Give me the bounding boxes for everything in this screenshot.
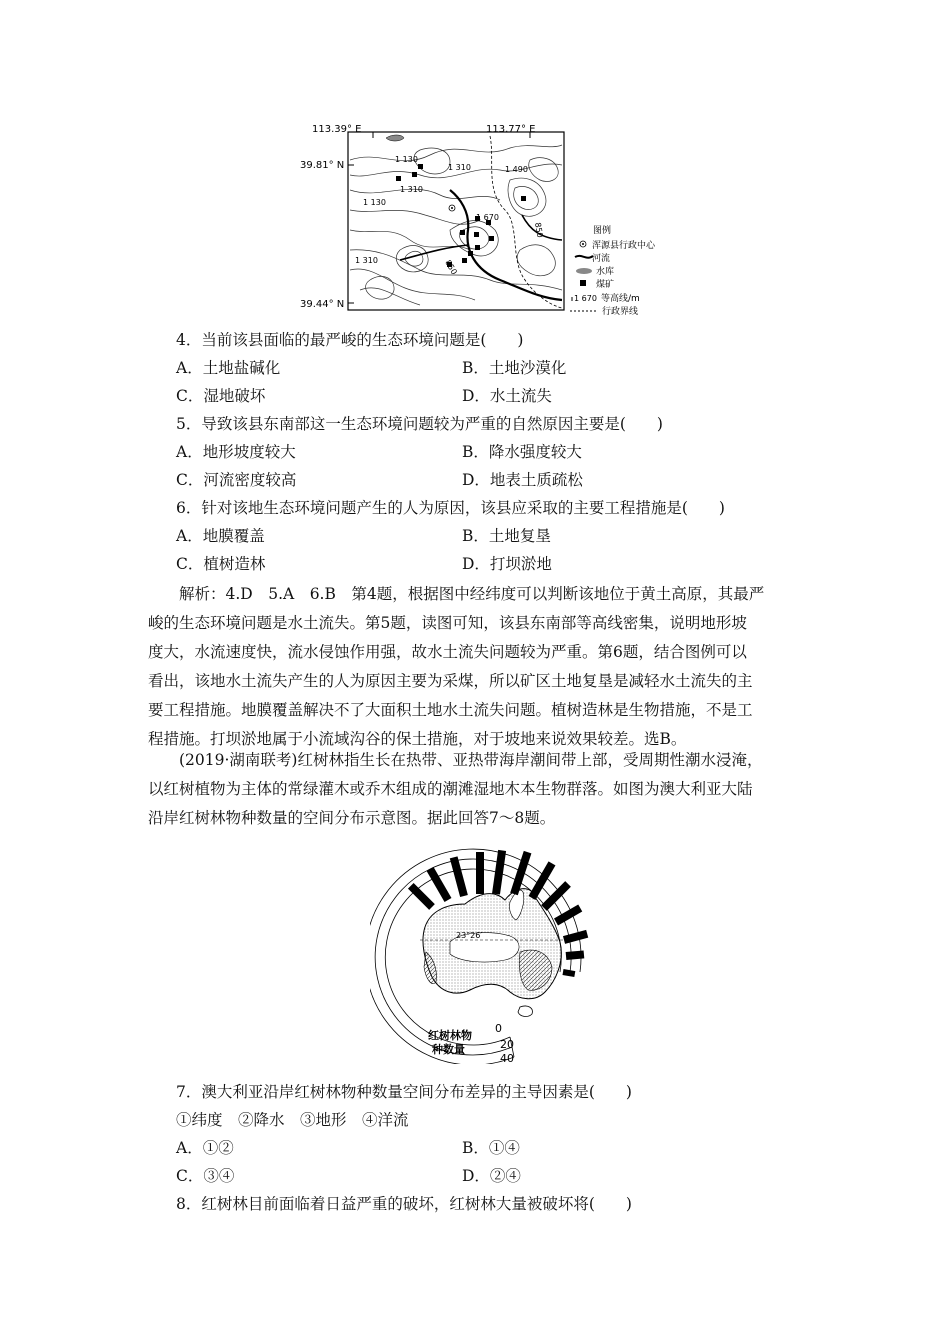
species-bar xyxy=(408,883,435,910)
legend-title: 图例 xyxy=(593,226,612,236)
q4-option-a: A．土地盐碱化 xyxy=(176,359,281,377)
aus-svg xyxy=(370,832,600,1064)
contour-label: 1 490 xyxy=(505,165,528,174)
scale-label: 0 xyxy=(495,1022,502,1035)
species-bar xyxy=(476,852,484,894)
map-legend xyxy=(570,224,656,317)
intro-line: 沿岸红树林物种数量的空间分布示意图。据此回答7～8题。 xyxy=(148,809,556,827)
analysis-line: 要工程措施。地膜覆盖解决不了大面积土地水土流失问题。植树造林是生物措施，不是工 xyxy=(148,701,753,719)
tasmania xyxy=(518,1006,532,1016)
analysis-line: 解析：4.D 5.A 6.B 第4题，根据图中经纬度可以判断该地位于黄土高原，其最严 xyxy=(148,585,765,603)
question-8-stem: 8．红树林目前面临着日益严重的破坏，红树林大量被破坏将( ) xyxy=(176,1195,632,1213)
q6-option-b: B．土地复垦 xyxy=(462,527,551,545)
species-bar xyxy=(541,881,571,911)
contour-label: 1 130 xyxy=(395,155,418,164)
scale-label: 40 xyxy=(500,1052,514,1064)
q5-option-c: C．河流密度较高 xyxy=(176,471,297,489)
species-bar xyxy=(566,950,585,960)
contour-label: 1 310 xyxy=(448,163,471,172)
q7-option-a: A．①② xyxy=(176,1139,234,1157)
coal-mine-marker xyxy=(474,232,479,237)
q4-option-b: B．土地沙漠化 xyxy=(462,359,567,377)
q7-option-d: D．②④ xyxy=(462,1167,521,1185)
coal-mine-marker xyxy=(468,251,473,256)
coal-mine-marker xyxy=(412,172,417,177)
species-bar xyxy=(427,867,452,902)
legend-label: 河流 xyxy=(592,254,611,264)
species-bar xyxy=(562,969,575,977)
contour-label: 850 xyxy=(533,221,545,239)
figure-caption: 种数量 xyxy=(432,1043,465,1056)
q7-option-c: C．③④ xyxy=(176,1167,235,1185)
legend-label: 行政界线 xyxy=(602,307,639,317)
q6-option-d: D．打坝淤地 xyxy=(462,555,552,573)
contour-label: 1 310 xyxy=(400,185,423,194)
coal-mine-marker xyxy=(418,164,423,169)
legend-label: 煤矿 xyxy=(596,280,615,290)
q4-option-d: D．水土流失 xyxy=(462,387,552,405)
lat-top-label: 39.81° N xyxy=(300,160,345,171)
question-5-stem: 5．导致该县东南部这一生态环境问题较为严重的自然原因主要是( ) xyxy=(176,415,663,433)
species-bar xyxy=(450,856,468,897)
australia-mangrove-figure xyxy=(370,832,600,1064)
legend-contour-value: 1 670 xyxy=(574,294,597,303)
scale-labels xyxy=(495,1022,514,1064)
analysis-line: 看出，该地水土流失产生的人为原因主要为采煤，所以矿区土地复垦是减轻水土流失的主 xyxy=(148,672,753,690)
q6-option-c: C．植树造林 xyxy=(176,555,266,573)
tropic-label: 23°26′ xyxy=(456,931,483,940)
q6-option-a: A．地膜覆盖 xyxy=(176,527,265,545)
question-6-stem: 6．针对该地生态环境问题产生的人为原因，该县应采取的主要工程措施是( ) xyxy=(176,499,725,517)
species-bar xyxy=(563,930,588,944)
lon-right-label: 113.77° E xyxy=(486,124,536,135)
coal-mine-marker xyxy=(396,176,401,181)
coal-mine-icon xyxy=(580,280,586,286)
q5-option-d: D．地表土质疏松 xyxy=(462,471,583,489)
analysis-line: 程措施。打坝淤地属于小流域沟谷的保土措施，对于坡地来说效果较差。选B。 xyxy=(148,730,687,748)
coal-mine-marker xyxy=(521,196,526,201)
hunyuan-topographic-map xyxy=(300,120,700,320)
coal-mine-marker xyxy=(475,245,480,250)
coal-mine-marker xyxy=(489,236,494,241)
map-svg xyxy=(300,120,700,320)
q5-option-a: A．地形坡度较大 xyxy=(176,443,296,461)
legend-label: 浑源县行政中心 xyxy=(592,241,656,251)
intro-line: (2019·湖南联考)红树林指生长在热带、亚热带海岸潮间带上部，受周期性潮水浸淹， xyxy=(148,751,763,769)
analysis-paragraph xyxy=(148,580,800,754)
intro-line: 以红树植物为主体的常绿灌木或乔木组成的潮滩湿地木本生物群落。如图为澳大利亚大陆 xyxy=(148,780,753,798)
river-icon xyxy=(575,256,593,258)
legend-label: 水库 xyxy=(596,267,615,277)
analysis-line: 峻的生态环境问题是水土流失。第5题，读图可知，该县东南部等高线密集，说明地形坡 xyxy=(148,614,747,632)
legend-label: 等高线/m xyxy=(601,294,640,304)
coal-mine-marker xyxy=(462,258,467,263)
map-frame xyxy=(348,132,564,310)
reservoir-icon xyxy=(576,268,592,274)
q5-option-b: B．降水强度较大 xyxy=(462,443,582,461)
analysis-line: 度大，水流速度快，流水侵蚀作用强，故水土流失问题较为严重。第6题，结合图例可以 xyxy=(148,643,747,661)
species-bar xyxy=(492,850,506,895)
q4-option-c: C．湿地破坏 xyxy=(176,387,266,405)
contour-label: 1 670 xyxy=(476,213,499,222)
lat-bottom-label: 39.44° N xyxy=(300,299,345,310)
scale-label: 20 xyxy=(500,1038,514,1051)
lon-left-label: 113.39° E xyxy=(312,124,362,135)
contour-label: 1 130 xyxy=(363,198,386,207)
q7-factors: ①纬度 ②降水 ③地形 ④洋流 xyxy=(176,1111,409,1129)
contour-label: 850 xyxy=(443,258,459,277)
q7-option-b: B．①④ xyxy=(462,1139,520,1157)
question-7-stem: 7．澳大利亚沿岸红树林物种数量空间分布差异的主导因素是( ) xyxy=(176,1083,632,1101)
contour-label: 1 310 xyxy=(355,256,378,265)
intro-paragraph xyxy=(148,746,800,833)
coal-mine-marker xyxy=(460,230,465,235)
figure-caption: 红树林物 xyxy=(428,1029,472,1042)
question-4-stem: 4．当前该县面临的最严峻的生态环境问题是( ) xyxy=(176,331,524,349)
